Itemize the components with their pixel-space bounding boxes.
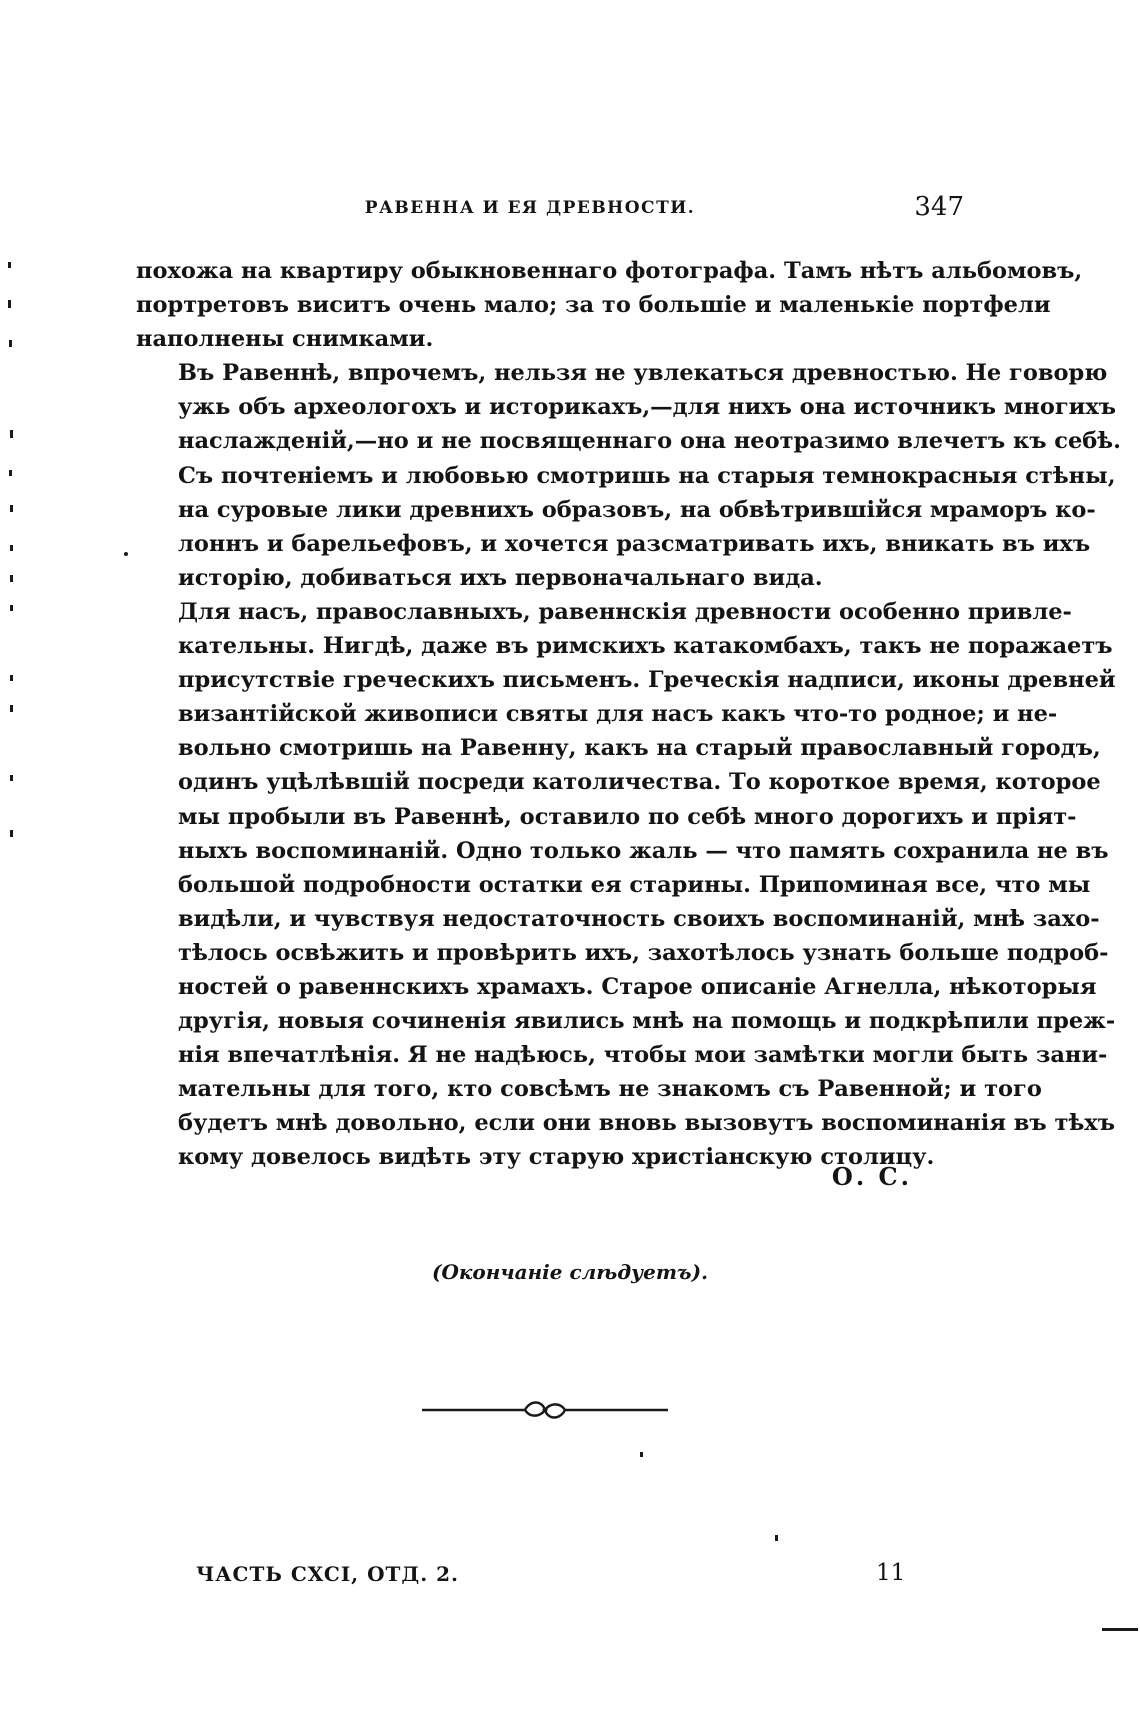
scan-speck [10, 830, 13, 837]
author-signature: О. С. [831, 1162, 912, 1191]
scan-speck [10, 675, 13, 681]
text-line: на суровые лики древнихъ образовъ, на обвѣтрившійся мраморъ ко- [178, 496, 1096, 523]
text-line: кательны. Нигдѣ, даже въ римскихъ катакомбахъ, такъ не поражаетъ [178, 633, 1113, 660]
text-line: мательны для того, кто совсѣмъ не знакомъ съ Равенной; и того [178, 1076, 1042, 1103]
scan-speck [10, 575, 13, 582]
text-line: вольно смотришь на Равенну, какъ на старый православный городъ, [178, 735, 1101, 762]
text-line: кому довелось видѣть эту старую христіанскую столицу. [178, 1144, 935, 1171]
text-line: одинъ уцѣлѣвшій посреди католичества. То короткое время, которое [178, 769, 1101, 796]
scan-speck [775, 1535, 778, 1541]
page-footer [196, 1560, 906, 1602]
paragraph-2 [136, 356, 1121, 595]
text-line: ностей о равеннскихъ храмахъ. Старое описаніе Агнелла, нѣкоторыя [178, 973, 1097, 1000]
ornament-divider-icon [420, 1395, 670, 1425]
text-line: тѣлось освѣжить и провѣрить ихъ, захотѣлось узнать больше подроб- [178, 939, 1109, 966]
scan-speck [1102, 1628, 1138, 1631]
text-line: лоннъ и барельефовъ, и хочется разсматривать ихъ, вникать въ ихъ [178, 530, 1091, 557]
scan-speck [640, 1452, 643, 1457]
text-line: присутствіе греческихъ письменъ. Греческія надписи, иконы древней [178, 667, 1116, 694]
text-line: видѣли, и чувствуя недостаточность своихъ воспоминаній, мнѣ захо- [178, 905, 1100, 932]
text-line: наполнены снимками. [136, 326, 434, 353]
text-line: исторію, добиваться ихъ первоначальнаго вида. [178, 564, 823, 591]
text-line: похожа на квартиру обыкновеннаго фотографа. Тамъ нѣтъ альбомовъ, [136, 258, 1083, 284]
text-line: Для насъ, православныхъ, равеннскія древности особенно привле- [178, 598, 1072, 625]
scan-speck [8, 300, 11, 308]
scan-speck [10, 775, 13, 781]
scan-speck [9, 470, 12, 476]
text-line: большой подробности остатки ея старины. Припоминая все, что мы [178, 871, 1091, 898]
text-line: ныхъ воспоминаній. Одно только жаль — что память сохранила не въ [178, 837, 1109, 864]
text-line: портретовъ виситъ очень мало; за то большіе и маленькіе портфели [136, 292, 1051, 319]
text-line: другія, новыя сочиненія явились мнѣ на помощь и подкрѣпили преж- [178, 1008, 1116, 1035]
scan-speck [10, 545, 13, 551]
text-line: мы пробыли въ Равеннѣ, оставило по себѣ много дорогихъ и пріят- [178, 803, 1077, 830]
continuation-note: (Окончаніе слѣдуетъ). [432, 1260, 708, 1284]
scan-speck [124, 552, 128, 556]
running-head [136, 194, 964, 234]
signature-mark: ЧАСТЬ CXCI, ОТД. 2. [196, 1562, 459, 1586]
text-line: ужь объ археологохъ и историкахъ,—для нихъ она источникъ многихъ [178, 394, 1117, 421]
scan-speck [10, 505, 13, 512]
body-text [136, 254, 1121, 1175]
scan-speck [10, 705, 13, 712]
paragraph-1 [136, 254, 1083, 356]
text-line: Въ Равеннѣ, впрочемъ, нельзя не увлекаться древностью. Не говорю [178, 360, 1108, 387]
sheet-number: 11 [876, 1560, 906, 1586]
scan-speck [10, 605, 13, 611]
paragraph-3 [136, 595, 1116, 1175]
scan-speck [10, 430, 13, 438]
scan-speck [9, 340, 12, 347]
text-line: будетъ мнѣ довольно, если они вновь вызовутъ воспоминанія въ тѣхъ [178, 1110, 1115, 1137]
running-title: РАВЕННА И ЕЯ ДРЕВНОСТИ. [364, 198, 696, 218]
text-line: Съ почтеніемъ и любовью смотришь на старыя темнокрасныя стѣны, [178, 462, 1116, 489]
text-line: византійской живописи святы для насъ какъ что-то родное; и не- [178, 701, 1058, 728]
page-number: 347 [914, 192, 964, 222]
text-line: наслажденій,—но и не посвященнаго она неотразимо влечетъ къ себѣ. [178, 428, 1121, 455]
text-line: нія впечатлѣнія. Я не надѣюсь, чтобы мои замѣтки могли быть зани- [178, 1042, 1108, 1069]
scan-speck [8, 262, 11, 268]
